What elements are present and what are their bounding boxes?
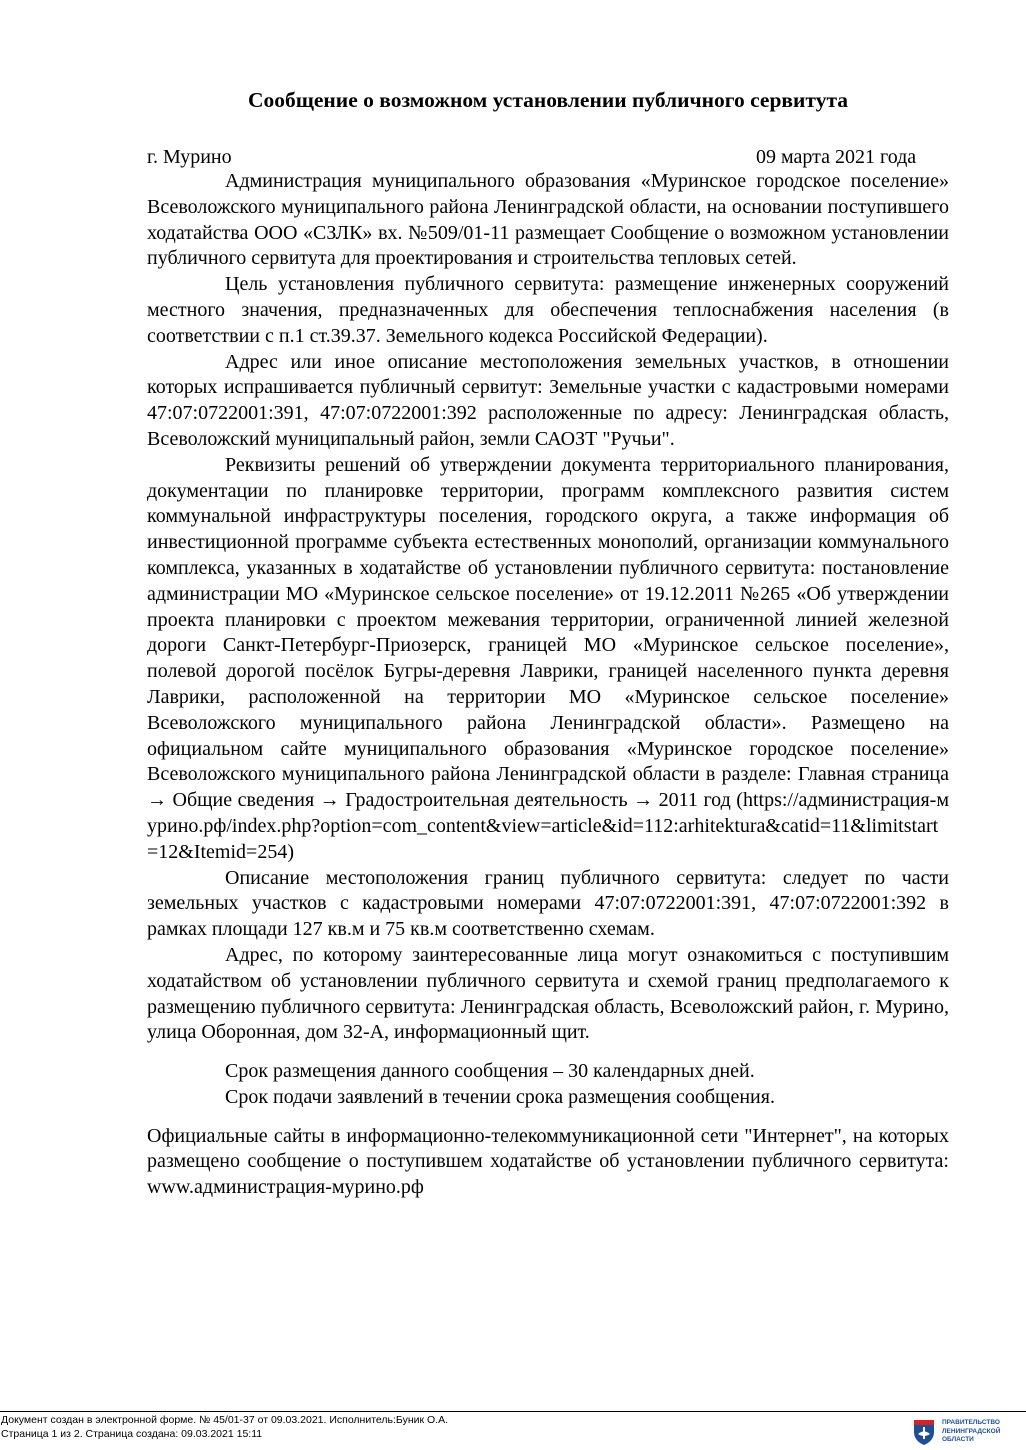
government-logo bbox=[912, 1418, 1022, 1446]
footer-line-1: Документ создан в электронной форме. № 45/01-37 от 09.03.2021. Исполнитель:Буник О.А. bbox=[1, 1414, 449, 1426]
coat-of-arms-icon bbox=[912, 1418, 936, 1446]
footer-line-2: Страница 1 из 2. Страница создана: 09.03.2021 15:11 bbox=[1, 1428, 263, 1440]
logo-line-1: ПРАВИТЕЛЬСТВО bbox=[942, 1419, 1000, 1426]
document-title: Сообщение о возможном установлении публичного сервитута bbox=[247, 88, 849, 112]
paragraph-boundaries: Описание местоположения границ публичного сервитута: следует по части земельных участков с кадастровыми номерами 47:07:0722001:391, 47:07:0722001:392 в рамках площади 127 кв.м и 75 кв.м соответственно схемам. bbox=[147, 866, 949, 941]
paragraph-deadline: Срок подачи заявлений в течении срока размещения сообщения. bbox=[225, 1085, 775, 1108]
requisites-text: Реквизиты решений об утверждении документа территориального планирования, документации по планировке территории, программ комплексного развития систем коммунальной инфраструктуры поселения, городского округа, а также информация об инвестиционной программе субъекта естественных монополий, организации коммунального комплекса, указанных в ходатайстве об установлении публичного сервитута: постановление администрации МО «Муринское сельское поселение» от 19.12.2011 №265 «Об утверждении проекта планировки с проектом межевания территории, ограниченной линией железной дороги Санкт-Петербург-Приозерск, границей МО «Муринское сельское поселение», полевой дорогой посёлок Бугры-деревня Лаврики, границей населенного пункта деревня Лаврики, расположенной на территории МО «Муринское сельское поселение» Всеволожского муниципального района Ленинградской области». Размещено на официальном сайте муниципального образования «Муринское городское поселение» Всеволожского муниципального района Ленинградской области в разделе: Главная страница → Общие сведения → Градостроительная деятельность → 2011 год (https://администрация- bbox=[147, 453, 949, 812]
logo-text bbox=[942, 1419, 1022, 1445]
city-label: г. Мурино bbox=[147, 146, 232, 168]
paragraph-websites: Официальные сайты в информационно-телекоммуникационной сети "Интернет", на которых размещено сообщение о поступившем ходатайстве об установлении публичного сервитута: www.администрация-мурино.рф bbox=[147, 1124, 949, 1199]
paragraph-address: Адрес или иное описание местоположения земельных участков, в отношении которых испрашивается публичный сервитут: Земельные участки с кадастровыми номерами 47:07:0722001:391, 47:07:0722001:392 расположенные по адресу: Ленинградская область, Всеволожский муниципальный район, земли САОЗТ "Ручьи". bbox=[147, 350, 949, 450]
document-body bbox=[147, 169, 949, 1201]
paragraph-term: Срок размещения данного сообщения – 30 календарных дней. bbox=[225, 1060, 755, 1083]
document-date: 09 марта 2021 года bbox=[756, 146, 917, 168]
paragraph-purpose: Цель установления публичного сервитута: размещение инженерных сооружений местного значения, предназначенных для обеспечения теплоснабжения населения (в соответствии с п.1 ст.39.37. Земельного кодекса Российской Федерации). bbox=[147, 273, 949, 347]
paragraph-intro: Администрация муниципального образования «Муринское городское поселение» Всеволожского муниципального района Ленинградской области, на основании поступившего ходатайства ООО «СЗЛК» вх. №509/01-11 размещает Сообщение о возможном установлении публичного сервитута для проектирования и строительства тепловых сетей. bbox=[147, 170, 949, 270]
footer-divider bbox=[0, 1411, 1026, 1412]
logo-line-2: ЛЕНИНГРАДСКОЙ bbox=[942, 1427, 1001, 1435]
logo-line-3: ОБЛАСТИ bbox=[942, 1436, 974, 1443]
requisites-url: мурино.рф/index.php?option=com_content&view=article&id=112:arhitektura&catid=11&limitstart=12&Itemid=254) bbox=[147, 789, 949, 863]
footer bbox=[1, 1413, 448, 1441]
paragraph-review-address: Адрес, по которому заинтересованные лица могут ознакомиться с поступившим ходатайством об установлении публичного сервитута и схемой границ предполагаемого к размещению публичного сервитута: Ленинградская область, Всеволожский район, г. Мурино, улица Оборонная, дом 32-А, информационный щит. bbox=[147, 943, 949, 1044]
paragraph-requisites bbox=[147, 453, 949, 866]
